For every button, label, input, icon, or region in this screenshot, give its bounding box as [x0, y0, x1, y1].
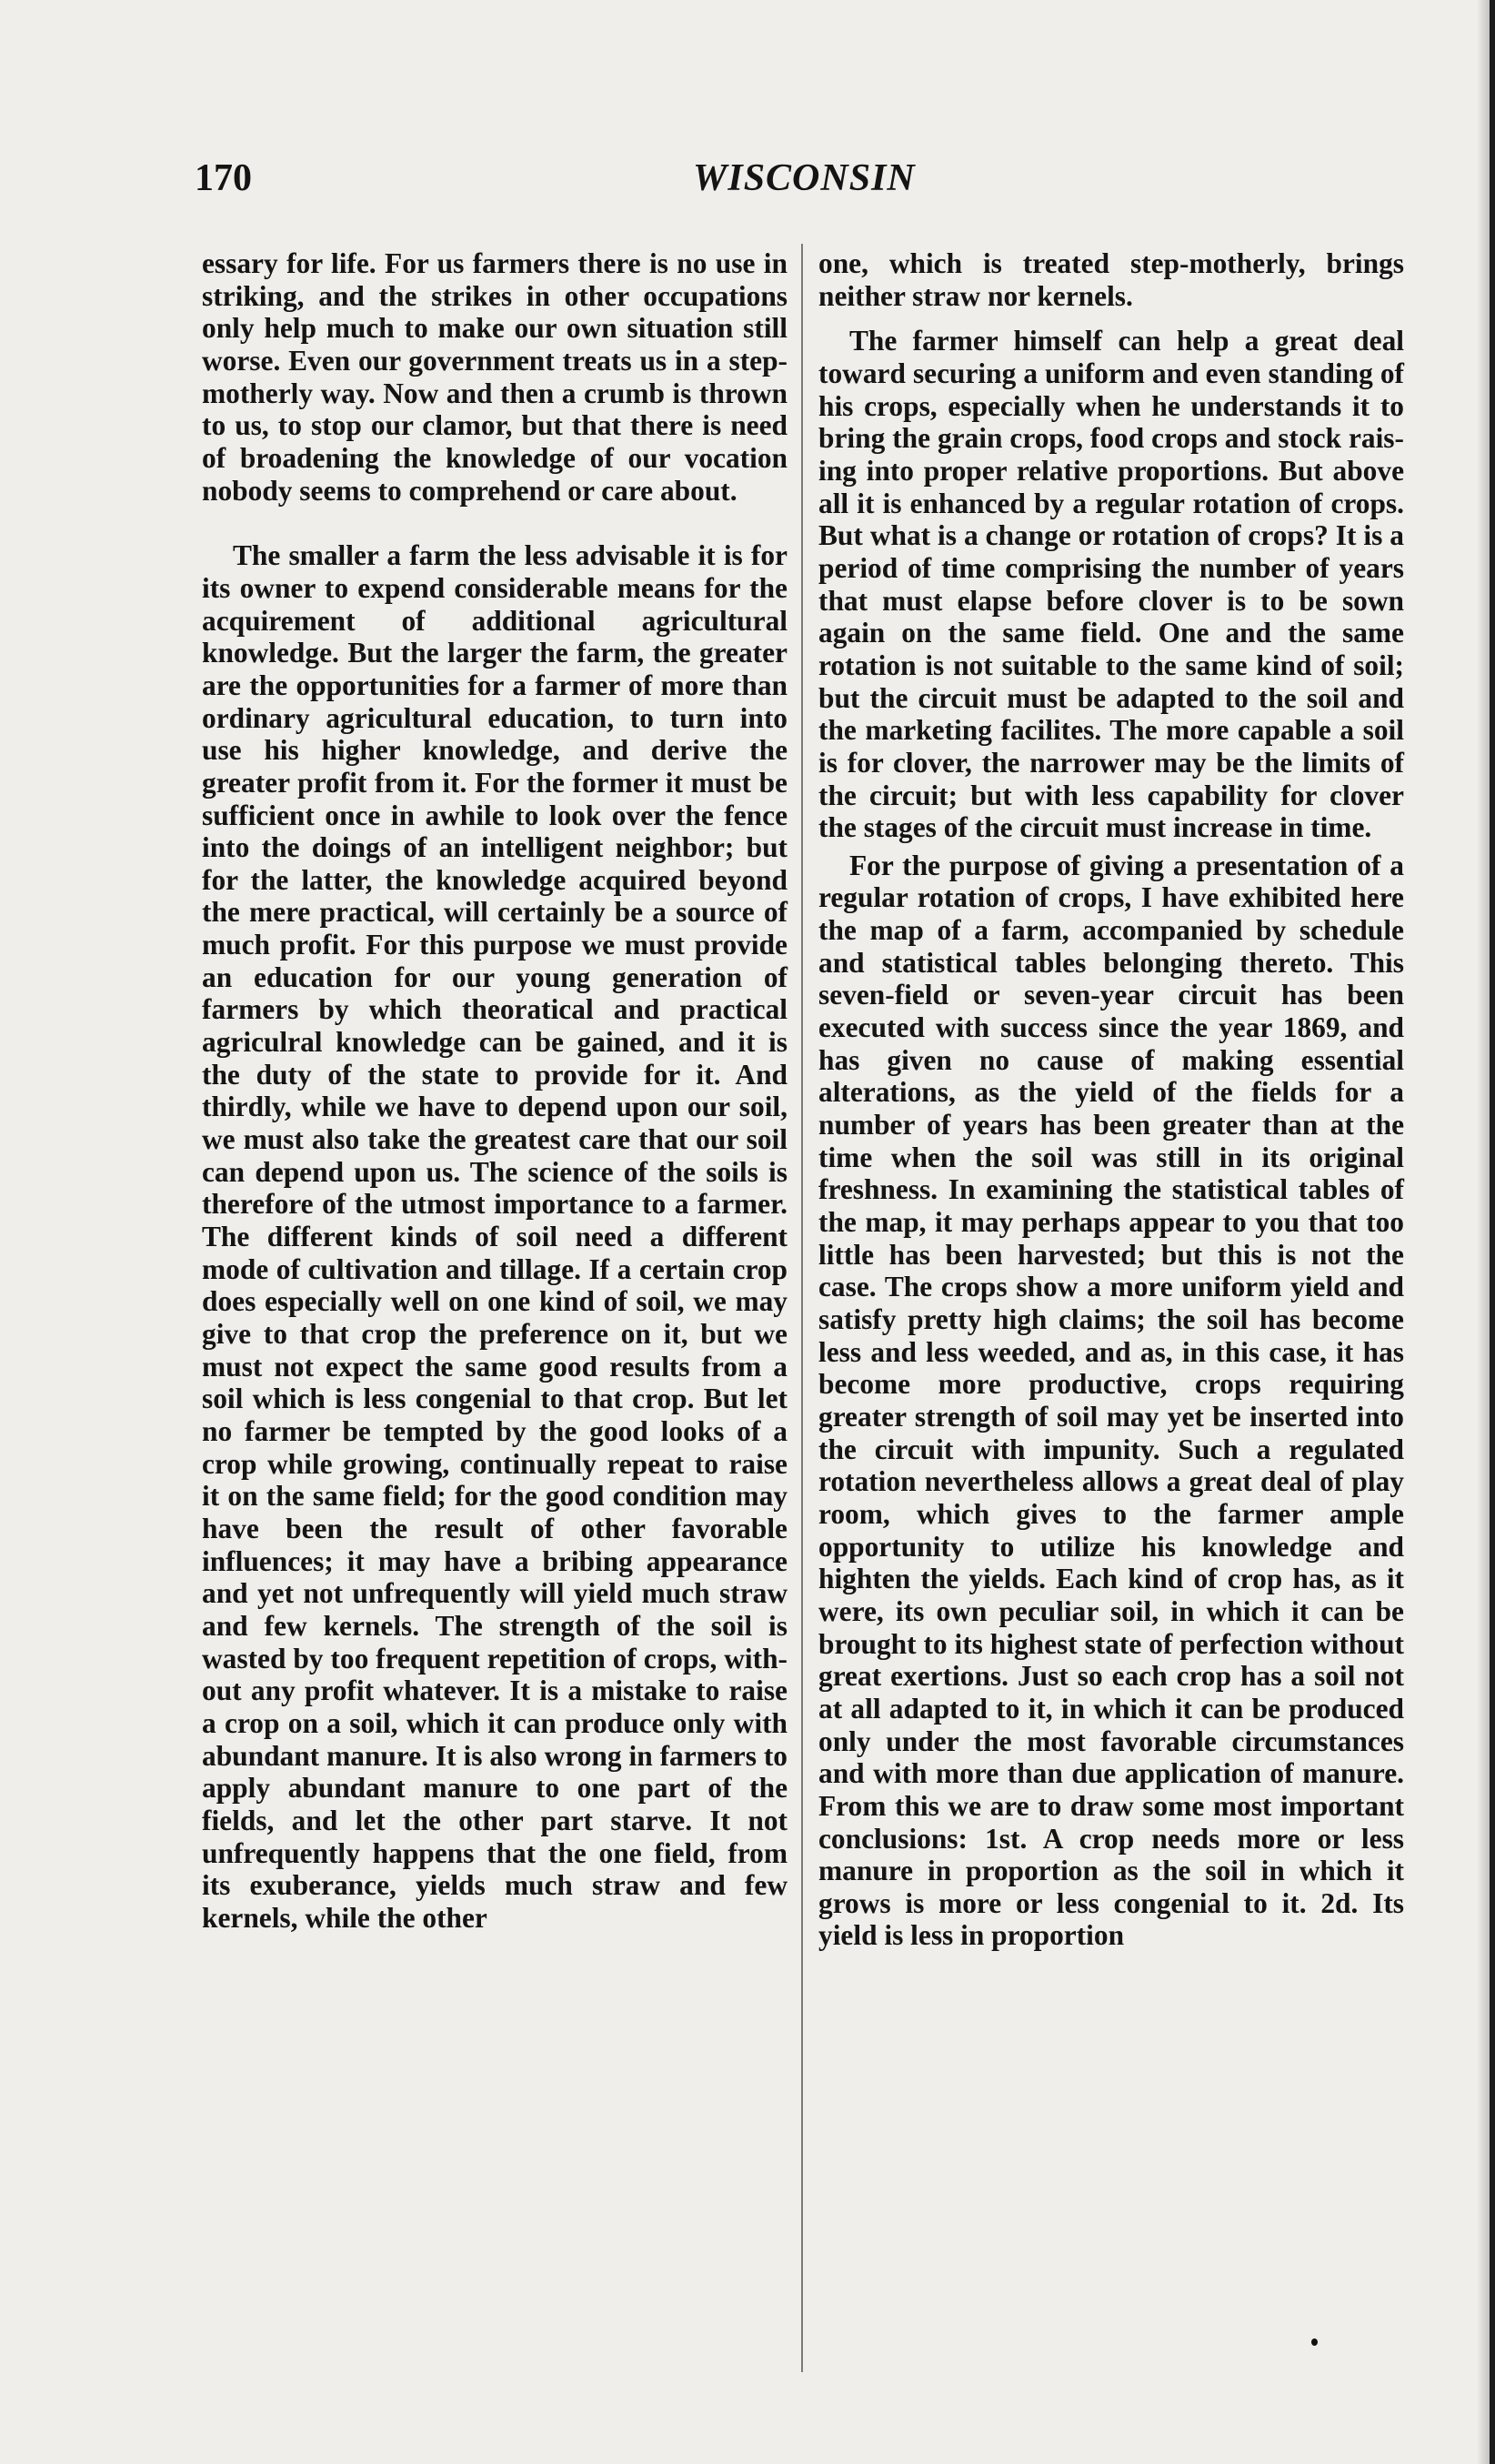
paragraph: For the purpose of giving a presentation of a regular rotation of crops, I have exhibited here the map of a farm, accompanied by schedule and statistical tables belonging thereto. This seven-field or seven-year circuit has been executed with success since the year 1869, and has given no cause of making essential alterations, as the yield of the fields for a number of years has been greater than at the time when the soil was still in its original freshness. In examining the statistical tables of the map, it may perhaps appear to you that too little has been harvested; but this is not the case. The crops show a more uniform yield and satisfy pretty high claims; the soil has become less and less weeded, and as, in this case, it has become more productive, crops requiring greater strength of soil may yet be inserted into the circuit with impunity. Such a regulated rotation nevertheless allows a great deal of play room, which gives to the farmer ample opportunity to utilize his knowledge and highten the yields. Each kind of crop has, as it were, its own peculiar soil, in which it can be brought to its highest state of perfection without great exertions. Just so each crop has a soil not at all adapted to it, in which it can be produced only under the most favorable circumstances and with more than due application of manure. From this we are to draw some most important conclusions: 1st. A crop needs more or less manure in proportion as the soil in which it grows is more or less congenial to it. 2d. Its yield is less in proportion [818, 849, 1404, 1952]
page-number: 170 [195, 157, 252, 199]
running-title: WISCONSIN [693, 157, 916, 199]
paragraph: The smaller a farm the less advisable it is for its owner to expend considerable means for the acquirement of additional agricultural knowledge. But the larger the farm, the greater are the opportunities for a farmer of more than ordinary agricultural education, to turn into use his higher knowledge, and derive the greater profit from it. For the former it must be sufficient once in awhile to look over the fence into the doings of an intelligent neighbor; but for the latter, the knowledge acquired beyond the mere practical, will certainly be a source of much profit. For this purpose we must provide an education for our young generation of farmers by which theoratical and practical agriculral knowledge can be gained, and it is the duty of the state to provide for it. And thirdly, while we have to depend upon our soil, we must also take the greatest care that our soil can depend upon us. The science of the soils is therefore of the utmost importance to a farmer. The different kinds of soil need a different mode of cultivation and tillage. If a certain crop does especially well on one kind of soil, we may give to that crop the preference on it, but we must not expect the same good results from a soil which is less congenial to that crop. But let no farmer be tempted by the good looks of a crop while growing, continually repeat to raise it on the same field; for the good condition may have been the result of other favorable influences; it may have a bribing appearance and yet not unfrequently will yield much straw and few kernels. The strength of the soil is wasted by too frequent repetition of crops, without any profit whatever. It is a mistake to raise a crop on a soil, which it can produce only with abundant manure. It is also wrong in farmers to apply abundant manure to one part of the fields, and let the other part starve. It not unfrequently happens that the one field, from its exuberance, yields much straw and few kernels, while the other [202, 539, 788, 1934]
page-edge [1490, 0, 1495, 2464]
paragraph: The farmer himself can help a great deal toward securing a uniform and even standing of his crops, especially when he understands it to bring the grain crops, food crops and stock raising into proper relative proportions. But above all it is enhanced by a regular rotation of crops. But what is a change or rotation of crops? It is a period of time comprising the number of years that must elapse before clover is to be sown again on the same field. One and the same rotation is not suitable to the same kind of soil; but the circuit must be adapted to the soil and the marketing facilites. The more capable a soil is for clover, the narrower may be the limits of the circuit; but with less capability for clover the stages of the circuit must increase in time. [818, 325, 1404, 844]
paragraph-continued: one, which is treated step-motherly, brings neither straw nor kernels. [818, 247, 1404, 312]
right-column [818, 247, 1404, 1952]
left-column [202, 247, 788, 1934]
page-edge-shadow [1477, 0, 1490, 2464]
paragraph-continued: essary for life. For us farmers there is no use in striking, and the strikes in other occupations only help much to make our own situation still worse. Even our government treats us in a step-motherly way. Now and then a crumb is thrown to us, to stop our clamor, but that there is need of broadening the knowledge of our vocation nobody seems to comprehend or care about. [202, 247, 788, 507]
page-header [195, 156, 1395, 211]
column-divider [801, 244, 803, 2372]
ink-speck [1311, 2338, 1318, 2346]
